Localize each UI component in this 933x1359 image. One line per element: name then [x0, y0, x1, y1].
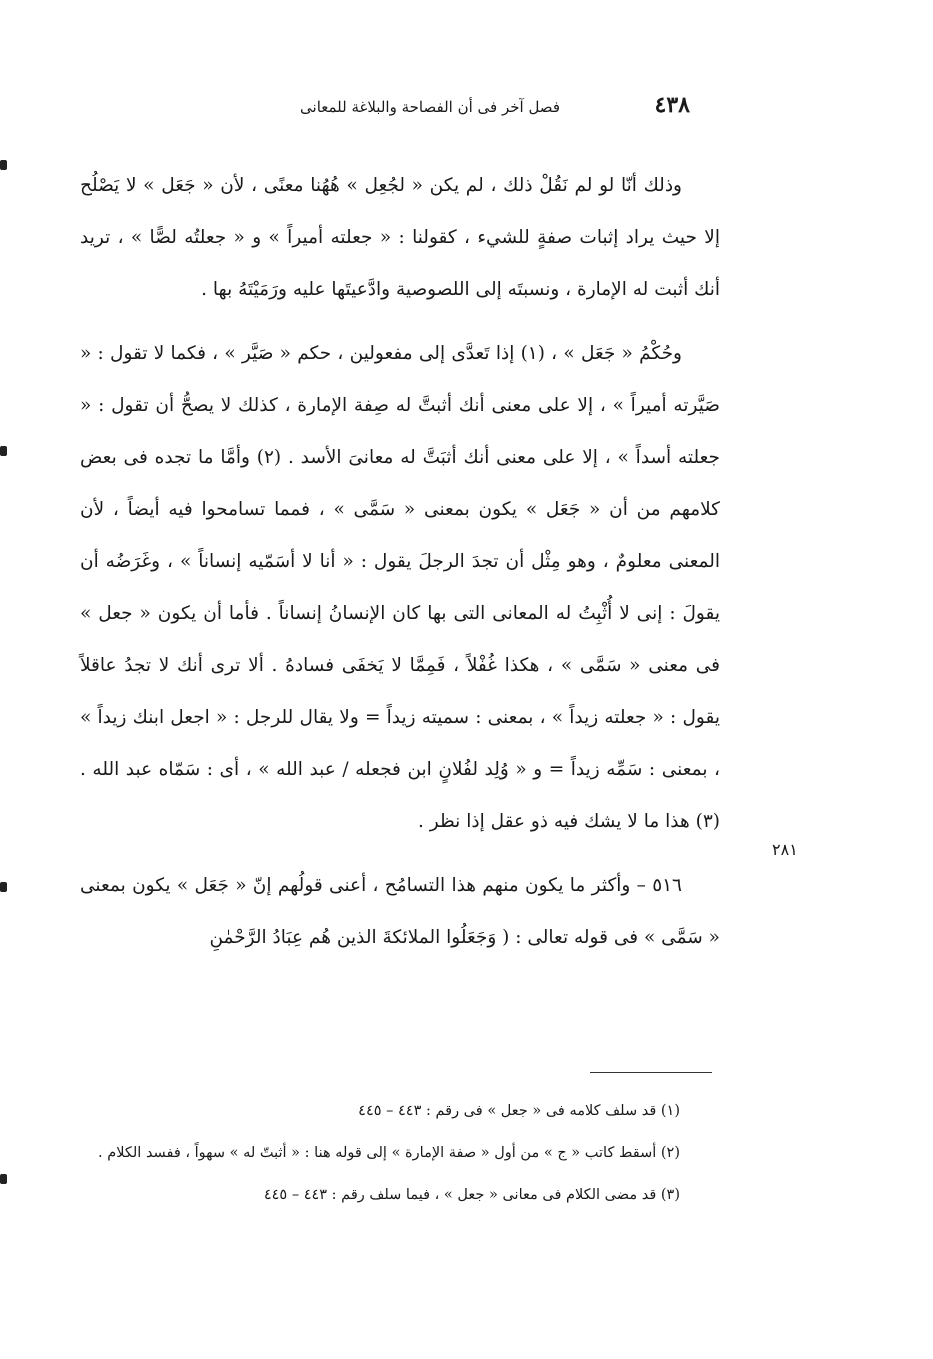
scan-edge-mark	[0, 446, 7, 456]
footnote-3: (٣) قد مضى الكلام فى معانى « جعل » ، فيما سلف رقم : ٤٤٣ – ٤٤٥	[263, 1187, 680, 1203]
scan-edge-mark	[0, 882, 7, 892]
paragraph-516: ٥١٦ – وأكثر ما يكون منهم هذا التسامُح ، أعنى قولُهم إنّ « جَعَل » يكون بمعنى « سَمَّى » فى قوله تعالى : ( وَجَعَلُوا الملائكةَ الذين هُم عِبَادُ الرَّحْمٰنِ	[80, 875, 720, 948]
footnote-2: (٢) أسقط كاتب « ج » من أول « صفة الإمارة » إلى قوله هنا : « أثبتّ له » سهواً ، ففسد الكلام .	[98, 1145, 680, 1161]
scan-edge-mark	[0, 1174, 7, 1184]
scan-edge-mark	[0, 160, 7, 170]
footnotes	[80, 1096, 720, 1222]
footnote-divider	[590, 1072, 712, 1073]
running-title: فصل آخر فى أن الفصاحة والبلاغة للمعانى	[300, 98, 560, 116]
footnote-1: (١) قد سلف كلامه فى « جعل » فى رقم : ٤٤٣ – ٤٤٥	[358, 1103, 680, 1119]
paragraph-2: وحُكْمُ « جَعَل » ، (١) إذا تَعدَّى إلى مفعولين ، حكم « صَيَّر » ، فكما لا تقول : « صَيَّرته أميراً » ، إلا على معنى أنك أثبتَّ له صِفة الإمارة ، كذلك لا يصحُّ أن تقول : « جعلته أسداً » ، إلا على معنى أنك أثبَتَّ له معانىَ الأسد . (٢) وأمَّا ما تجده فى بعض كلامهم من أن « جَعَل » يكون بمعنى « سَمَّى » ، فمما تسامحوا فيه أيضاً ، لأن المعنى معلومٌ ، وهو مِثْل أن تجدَ الرجلَ يقول : « أنا لا أسَمّيه إنساناً » ، وغَرَضُه أن يقولَ : إنى لا أُثْبِتُ له المعانى التى بها كان الإنسانُ إنساناً . فأما أن يكون « جعل » فى معنى « سَمَّى » ، هكذا غُفْلاً ، فَمِمَّا لا يَخفَى فسادهُ . ألا ترى أنك لا تجدُ عاقلاً يقول : « جعلته زيداً » ، بمعنى : سميته زيداً = ولا يقال للرجل : « اجعل ابنك زيداً » ، بمعنى : سَمِّه زيداً = و « وُلِد لفُلانٍ ابن فجعله / عبد الله » ، أى : سَمّاه عبد الله . (٣) هذا ما لا يشك فيه ذو عقل إذا نظر .	[80, 343, 720, 832]
paragraph-1: وذلك أنّا لو لم نَقُلْ ذلك ، لم يكن « لجُعِل » هُهُنا معنًى ، لأن « جَعَل » لا يَصْلُح إلا حيث يراد إثبات صفةٍ للشيء ، كقولنا : « جعلته أميراً » و « جعلتُه لصًّا » ، تريد أنك أثبت له الإمارة ، ونسبتَه إلى اللصوصية وادَّعيتَها عليه ورَمَيْتَهُ بها .	[80, 175, 720, 300]
page-header	[250, 92, 690, 132]
page-number: ٤٣٨	[654, 92, 690, 118]
body-text	[80, 160, 720, 976]
margin-number: ٢٨١	[772, 840, 798, 859]
